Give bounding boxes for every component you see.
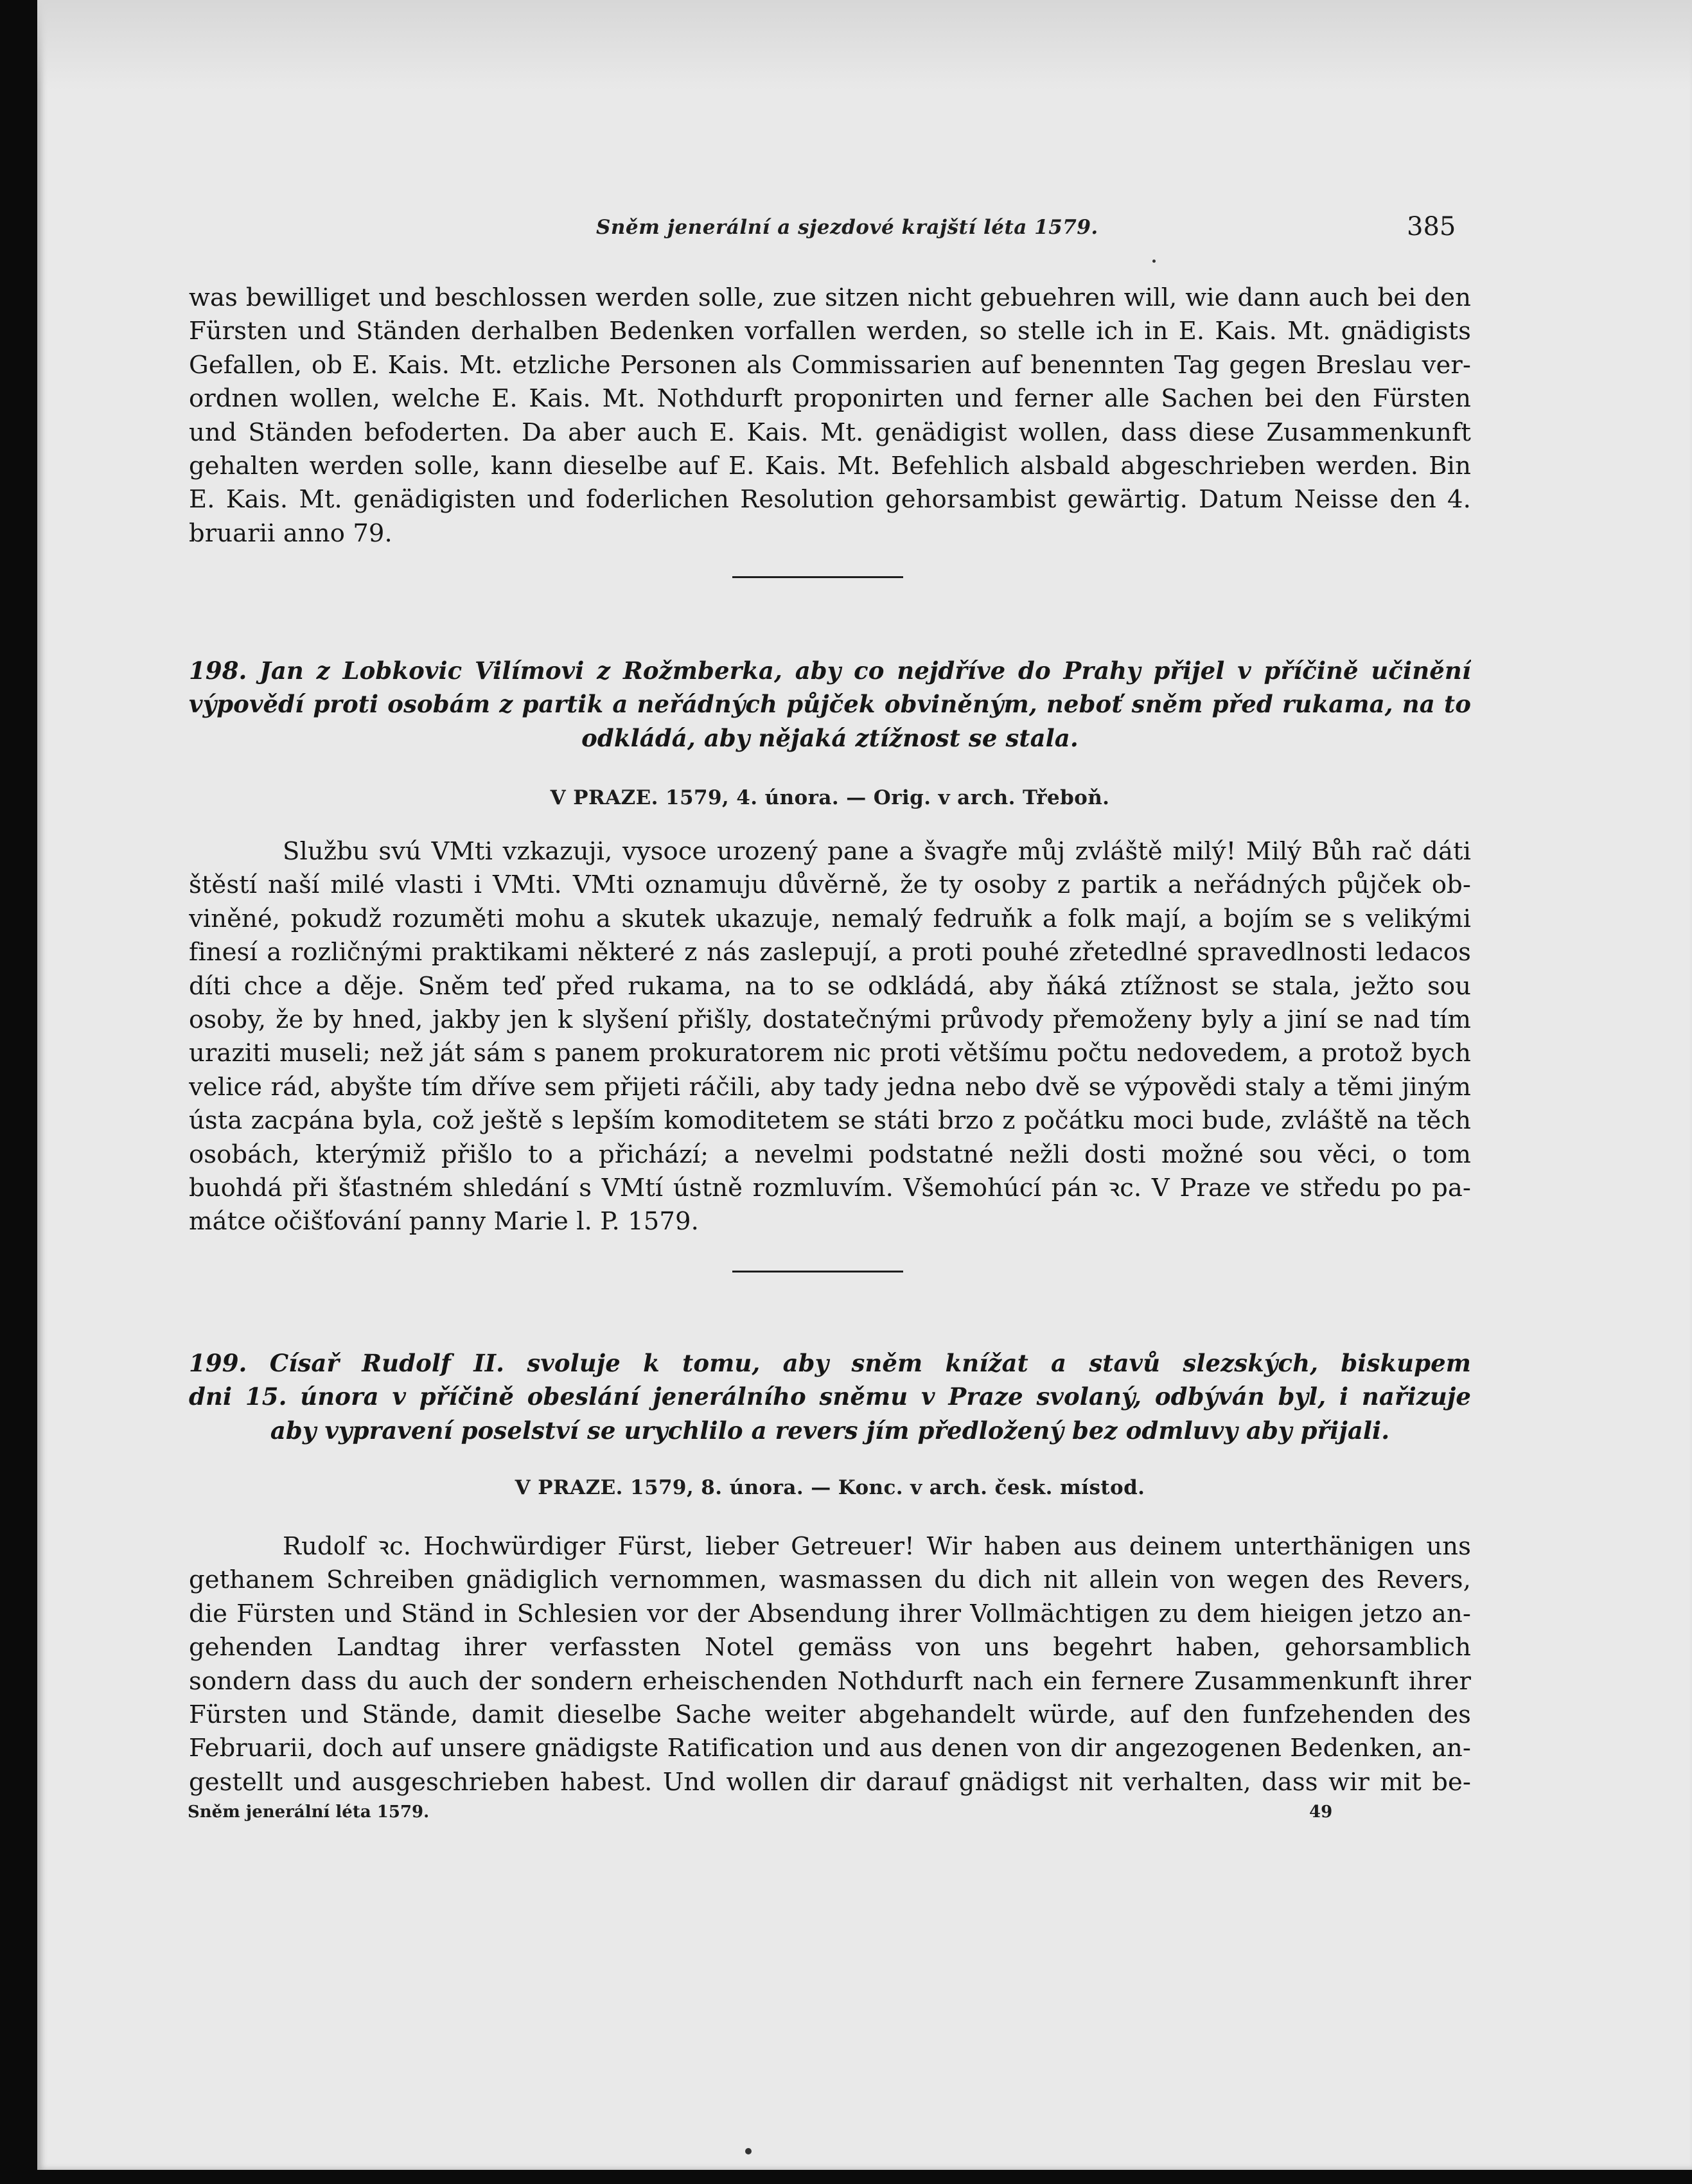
section-divider — [732, 576, 903, 578]
text-line: mátce očišťování panny Marie l. P. 1579. — [189, 1207, 699, 1237]
continuation-text — [189, 281, 1471, 550]
text-line: Fürsten und Stände, damit dieselbe Sache weiter abgehandelt würde, auf den funfzehenden des — [189, 1700, 1471, 1729]
scan-speck — [745, 2148, 752, 2154]
doc-199-title — [189, 1346, 1471, 1447]
text-line: gethanem Schreiben gnädiglich vernommen, wasmassen du dich nit allein von wegen des Revers, — [189, 1565, 1471, 1595]
signature-mark: Sněm jenerální léta 1579. — [188, 1802, 430, 1822]
document-page — [37, 0, 1692, 2170]
text-line: viněné, pokudž rozuměti mohu a skutek ukazuje, nemalý fedruňk a folk mají, a bojím se s velikými — [189, 904, 1471, 933]
text-line: E. Kais. Mt. genädigisten und foderlichen Resolution gehorsambist gewärtig. Datum Neisse den 4. — [189, 485, 1471, 515]
text-line: osobách, kterýmiž přišlo to a přichází; a nevelmi podstatné nežli dosti možné sou věci, o tom — [189, 1140, 1471, 1169]
page-footer — [37, 1802, 1692, 1828]
title-line: aby vypravení poselství se urychlilo a revers jím předložený bez odmluvy aby přijali. — [270, 1416, 1390, 1445]
section-divider — [732, 1271, 903, 1273]
text-line: uraziti museli; než ját sám s panem prokuratorem nic proti většímu počtu nedovedem, a protož bych — [189, 1039, 1471, 1068]
text-line: gestellt und ausgeschrieben habest. Und wollen dir darauf gnädigst nit verhalten, dass wir mit be- — [189, 1767, 1471, 1797]
text-line: die Fürsten und Ständ in Schlesien vor der Absendung ihrer Vollmächtigen zu dem hieigen jetzo an- — [189, 1599, 1471, 1628]
page-header — [37, 212, 1692, 251]
title-line: výpovědí proti osobám z partik a neřádných půjček obviněným, neboť sněm před rukama, na to — [189, 690, 1471, 719]
doc-199-body — [189, 1530, 1471, 1799]
title-line: 199. Císař Rudolf II. svoluje k tomu, aby sněm knížat a stavů slezských, biskupem — [189, 1349, 1471, 1377]
text-line: osoby, že by hned, jakby jen k slyšení přišly, dostatečnými průvody přemoženy byly a jiní se nad tím — [189, 1005, 1471, 1034]
doc-199-source: V PRAZE. 1579, 8. února. — Konc. v arch. česk. místod. — [515, 1476, 1145, 1499]
text-line: sondern dass du auch der sondern erheischenden Nothdurft nach ein fernere Zusammenkunft ihrer — [189, 1666, 1471, 1696]
text-line: štěstí naší milé vlasti i VMti. VMti oznamuju důvěrně, že ty osoby z partik a neřádných půjček ob- — [189, 870, 1471, 900]
text-line: díti chce a děje. Sněm teď před rukama, na to se odkládá, aby ňáká ztížnost se stala, ježto sou — [189, 971, 1471, 1001]
text-line: Februarii, doch auf unsere gnädigste Ratification und aus denen von dir angezogenen Bedenken, an- — [189, 1734, 1471, 1763]
text-line: Gefallen, ob E. Kais. Mt. etzliche Personen als Commissarien auf benennten Tag gegen Breslau ver- — [189, 350, 1471, 380]
running-head: Sněm jenerální a sjezdové krajští léta 1579. — [596, 216, 1098, 239]
doc-198-body — [189, 835, 1471, 1239]
text-line: buohdá při šťastném shledání s VMtí ústně rozmluvím. Všemohúcí pán ꝛc. V Praze ve středu po pa- — [189, 1173, 1471, 1202]
text-line: Fürsten und Ständen derhalben Bedenken vorfallen werden, so stelle ich in E. Kais. Mt. gnädigists — [189, 317, 1471, 346]
text-line: gehalten werden solle, kann dieselbe auf E. Kais. Mt. Befehlich alsbald abgeschrieben werden. Bin — [189, 451, 1471, 480]
title-line: 198. Jan z Lobkovic Vilímovi z Rožmberka, aby co nejdříve do Prahy přijel v příčině učinění — [189, 656, 1471, 685]
text-line: ústa zacpána byla, což ještě s lepším komoditetem se státi brzo z počátku moci bude, zvláště na těch — [189, 1106, 1471, 1136]
text-line: Rudolf ꝛc. Hochwürdiger Fürst, lieber Getreuer! Wir haben aus deinem unterthänigen uns — [283, 1532, 1471, 1561]
text-line: ordnen wollen, welche E. Kais. Mt. Nothdurft proponirten und ferner alle Sachen bei den Fürsten — [189, 384, 1471, 414]
title-line: dni 15. února v příčině obeslání jenerálního sněmu v Praze svolaný, odbýván byl, i nařizuje — [189, 1382, 1471, 1411]
text-line: bruarii anno 79. — [189, 518, 392, 548]
text-line: velice rád, abyšte tím dříve sem přijeti ráčili, aby tady jedna nebo dvě se výpovědi staly a těmi jiným — [189, 1072, 1471, 1102]
title-line: odkládá, aby nějaká ztížnost se stala. — [581, 723, 1079, 752]
sheet-number: 49 — [1309, 1802, 1333, 1822]
doc-198-title — [189, 654, 1471, 755]
text-line: was bewilliget und beschlossen werden solle, zue sitzen nicht gebuehren will, wie dann auch bei den — [189, 283, 1471, 312]
doc-198-source: V PRAZE. 1579, 4. února. — Orig. v arch. Třeboň. — [550, 786, 1110, 809]
page-number: 385 — [1407, 212, 1456, 242]
scan-speck — [1152, 260, 1156, 263]
text-line: und Ständen befoderten. Da aber auch E. Kais. Mt. genädigist wollen, dass diese Zusammenkunft — [189, 418, 1471, 447]
text-line: Službu svú VMti vzkazuji, vysoce urozený pane a švagře můj zvláště milý! Milý Bůh rač dáti — [283, 837, 1471, 866]
text-line: finesí a rozličnými praktikami některé z nás zaslepují, a proti pouhé zřetedlné spravedlnosti ledacos — [189, 938, 1471, 967]
text-line: gehenden Landtag ihrer verfassten Notel gemäss von uns begehrt haben, gehorsamblich — [189, 1633, 1471, 1662]
